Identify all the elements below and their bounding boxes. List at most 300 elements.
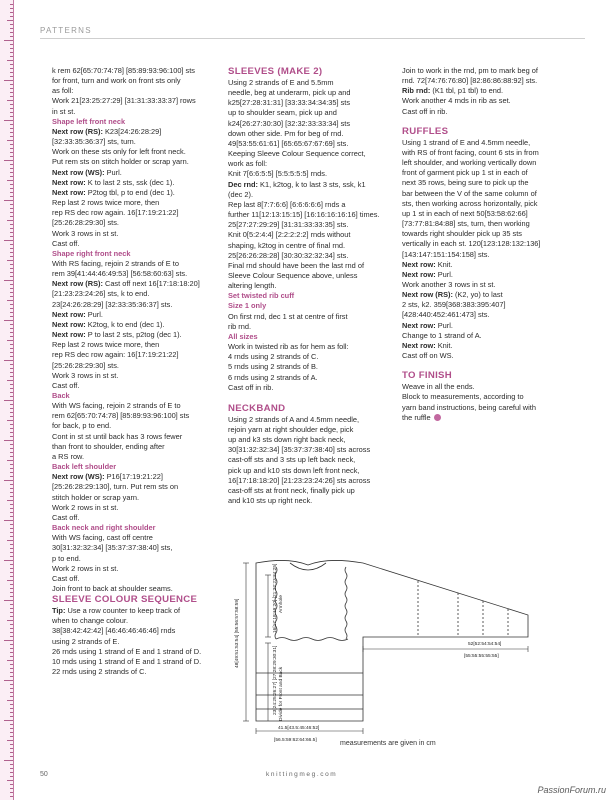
text-line: Cast off on WS. bbox=[402, 351, 454, 361]
ruler-tick bbox=[10, 536, 13, 537]
ruler-tick bbox=[10, 52, 13, 53]
ruler-tick bbox=[10, 492, 13, 493]
ruler-tick bbox=[10, 296, 13, 297]
text-line: With WS facing, rejoin 2 strands of E to bbox=[52, 401, 181, 411]
ruler-tick bbox=[10, 64, 13, 65]
column-2 bbox=[228, 66, 398, 506]
row-label: Next row: bbox=[52, 187, 86, 197]
ruler-tick bbox=[10, 476, 13, 477]
row-text: K2tog, k to end (dec 1). bbox=[85, 319, 165, 329]
width-label-2: [56.5:59:62:64:66.5] bbox=[274, 738, 317, 743]
text-line: shaping, k2tog in centre of final rnd. bbox=[228, 240, 346, 250]
ruler-tick bbox=[4, 680, 13, 681]
text-line: Work on these sts only for left front neck. bbox=[52, 147, 186, 157]
diagram-caption: measurements are given in cm bbox=[340, 740, 436, 747]
ruler-tick bbox=[10, 76, 13, 77]
row-label: Next row (WS): bbox=[52, 167, 105, 177]
ruler-tick bbox=[7, 620, 13, 621]
ruler-tick bbox=[10, 232, 13, 233]
ruler-tick bbox=[10, 464, 13, 465]
ruler-tick bbox=[10, 624, 13, 625]
text-line bbox=[402, 413, 578, 423]
text-line: altering length. bbox=[228, 281, 277, 291]
ruler-tick bbox=[10, 328, 13, 329]
ruler-tick bbox=[7, 580, 13, 581]
ruler-tick bbox=[10, 276, 13, 277]
text-line: vertically in each st. 120[123:128:132:136] bbox=[402, 239, 541, 249]
ruler-tick bbox=[10, 672, 13, 673]
text-line: Cast off. bbox=[52, 512, 80, 522]
ruler-tick bbox=[10, 224, 13, 225]
sweater-outline bbox=[256, 560, 528, 721]
text-line: 30[31:32:32:34] [35:37:37:38:40] sts, bbox=[52, 543, 173, 553]
ruler-tick bbox=[7, 140, 13, 141]
ruler-tick bbox=[10, 392, 13, 393]
ruler-tick bbox=[10, 236, 13, 237]
ruler-tick bbox=[10, 688, 13, 689]
text-line: in st st. bbox=[52, 106, 76, 116]
text-line: Put rem sts on stitch holder or scrap yarn. bbox=[52, 157, 189, 167]
ruler-tick bbox=[7, 20, 13, 21]
ruler-tick bbox=[10, 116, 13, 117]
ruler-tick bbox=[10, 24, 13, 25]
ruler-tick bbox=[4, 400, 13, 401]
text-line: 30[31:32:32:34] [35:37:37:38:40] sts across bbox=[228, 445, 371, 455]
text-line bbox=[52, 279, 222, 289]
ruler-tick bbox=[7, 220, 13, 221]
ruler-tick bbox=[7, 660, 13, 661]
ruler-tick bbox=[10, 356, 13, 357]
body-outline bbox=[256, 561, 573, 723]
ruler-tick bbox=[7, 420, 13, 421]
ruler-tick bbox=[10, 512, 13, 513]
ruler-tick bbox=[10, 632, 13, 633]
ruler-tick bbox=[7, 500, 13, 501]
text-line: 25[27:27:29:29] [31:31:33:33:35] sts. bbox=[228, 220, 349, 230]
text-line: Rep last 2 rows twice more, then bbox=[52, 198, 160, 208]
ruler-tick bbox=[4, 360, 13, 361]
ruler-tick bbox=[10, 268, 13, 269]
text-line: k rem 62[65:70:74:78] [85:89:93:96:100] sts bbox=[52, 66, 195, 75]
end-mark-icon bbox=[434, 414, 441, 421]
text-line: 16[17:18:18:20] [21:23:23:24:26] sts across bbox=[228, 475, 371, 485]
ruler-tick bbox=[10, 12, 13, 13]
ruler-tick bbox=[10, 376, 13, 377]
text-line: Cast off in rib. bbox=[228, 382, 274, 392]
ruler-tick bbox=[10, 264, 13, 265]
ruler-tick bbox=[10, 204, 13, 205]
text-line: for back, p to end. bbox=[52, 421, 112, 431]
ruler-tick bbox=[10, 508, 13, 509]
ruler-tick bbox=[4, 480, 13, 481]
row-text: K23[24:26:28:29] bbox=[102, 126, 162, 136]
text-line: Work in twisted rib as for hem as foll: bbox=[228, 342, 349, 352]
text-line: Using 1 strand of E and 4.5mm needle, bbox=[402, 137, 531, 147]
ruler-tick bbox=[10, 324, 13, 325]
text-line: with RS of front facing, count 6 sts in from bbox=[402, 147, 539, 157]
text-line: rep RS dec row again. 16[17:19:21:22] bbox=[52, 208, 179, 218]
ruler-tick bbox=[10, 396, 13, 397]
ruler-tick bbox=[10, 32, 13, 33]
ruler-tick bbox=[4, 200, 13, 201]
row-text: Knit. bbox=[435, 259, 453, 269]
subheading-twisted-rib-cuff: Set twisted rib cuff bbox=[228, 291, 295, 301]
text-line: 6 rnds using 2 strands of A. bbox=[228, 372, 318, 382]
ruler-tick bbox=[10, 28, 13, 29]
ruler-tick bbox=[7, 60, 13, 61]
text-line: Rep last 2 rows twice more, then bbox=[52, 340, 160, 350]
sleeve-length-label-2: [55:55:55:55:55] bbox=[464, 654, 499, 659]
row-label: Next row (WS): bbox=[52, 472, 105, 482]
ruler-tick bbox=[10, 736, 13, 737]
column-1 bbox=[52, 66, 222, 677]
text-line: Final rnd should have been the last rnd of bbox=[228, 260, 364, 270]
text-line: [25:26:28:29:30] sts. bbox=[52, 360, 119, 370]
ruler-tick bbox=[10, 728, 13, 729]
text-line: when to change colour. bbox=[52, 616, 129, 626]
ruffle-horizontal bbox=[276, 638, 348, 641]
ruler-tick bbox=[7, 100, 13, 101]
ruler-tick bbox=[10, 216, 13, 217]
text-line: Cast off. bbox=[52, 573, 80, 583]
heading-neckband: NECKBAND bbox=[228, 402, 286, 414]
text-line bbox=[402, 270, 578, 280]
text-line: front of garment pick up 1 st in each of bbox=[402, 168, 528, 178]
ruler-tick bbox=[10, 648, 13, 649]
garment-schematic bbox=[228, 553, 573, 748]
sleeve-length-label: 52[52:54:54:54] bbox=[468, 642, 502, 647]
ruler-tick bbox=[10, 444, 13, 445]
text-line: Cast off in rib. bbox=[402, 106, 448, 116]
ruler-tick bbox=[10, 748, 13, 749]
text-line: rem 39[41:44:46:49:53] [56:58:60:63] sts. bbox=[52, 269, 188, 279]
row-text: (K1 tbl, p1 tbl) to end. bbox=[430, 86, 504, 96]
ruler-tick bbox=[10, 84, 13, 85]
ruler-tick bbox=[10, 108, 13, 109]
text-line bbox=[402, 86, 578, 96]
heading-ruffles: RUFFLES bbox=[402, 125, 449, 137]
ruler-tick bbox=[10, 764, 13, 765]
text-line bbox=[52, 310, 222, 320]
text-line: Work 21[23:25:27:29] [31:31:33:33:37] rows bbox=[52, 96, 196, 106]
text-line: Cast off. bbox=[52, 380, 80, 390]
ruler-tick bbox=[10, 428, 13, 429]
ruler-tick bbox=[10, 448, 13, 449]
text-line bbox=[52, 178, 222, 188]
row-text: Use a row counter to keep track of bbox=[65, 606, 181, 616]
text-line: 4 rnds using 2 strands of C. bbox=[228, 352, 319, 362]
ruler-tick bbox=[10, 132, 13, 133]
text-line: further 11[12:13:15:15] [16:16:16:16:16] times. bbox=[228, 210, 380, 220]
ruler-tick bbox=[10, 436, 13, 437]
text-line: p to end. bbox=[52, 553, 81, 563]
text-line: Work another 4 rnds in rib as set. bbox=[402, 96, 511, 106]
text-line: Rep last 8[7:7:6:6] [6:6:6:6:6] rnds a bbox=[228, 199, 346, 209]
ruler-tick bbox=[10, 568, 13, 569]
text-line: [21:23:23:24:26] sts, k to end. bbox=[52, 289, 150, 299]
ruler-tick bbox=[7, 300, 13, 301]
text-line: up 1 st in each of next 50[53:58:62:66] bbox=[402, 208, 528, 218]
ruler-tick bbox=[4, 440, 13, 441]
ruler-tick bbox=[10, 784, 13, 785]
ruler-tick bbox=[10, 416, 13, 417]
heading-to-finish: TO FINISH bbox=[402, 370, 452, 382]
text-line: up to shoulder seam, pick up and bbox=[228, 108, 337, 118]
ruler-tick bbox=[10, 104, 13, 105]
text-line bbox=[52, 127, 222, 137]
text-line: [73:77:81:84:88] sts, turn, then working bbox=[402, 219, 530, 229]
ruler-tick bbox=[10, 504, 13, 505]
ruler-tick bbox=[4, 760, 13, 761]
text-line: [25:26:28:29:130], turn. Put rem sts on bbox=[52, 482, 179, 492]
ruler-tick bbox=[10, 128, 13, 129]
ruler-tick bbox=[10, 112, 13, 113]
ruler-tick bbox=[10, 596, 13, 597]
ruler-tick bbox=[10, 92, 13, 93]
ruler-tick bbox=[10, 36, 13, 37]
text-line: Work 3 rows in st st. bbox=[52, 228, 119, 238]
text-line: needle, beg at underarm, pick up and bbox=[228, 88, 351, 98]
ruler-tick bbox=[10, 516, 13, 517]
ruler-tick bbox=[10, 192, 13, 193]
ruler-tick bbox=[10, 592, 13, 593]
ruler-tick bbox=[10, 288, 13, 289]
text-line: a RS row. bbox=[52, 451, 85, 461]
row-label: Next row: bbox=[52, 330, 86, 340]
text-line: 49[53:55:61:61] [65:65:67:67:69] sts. bbox=[228, 138, 349, 148]
text-line: Join front to back at shoulder seams. bbox=[52, 583, 173, 593]
ruler-tick bbox=[10, 16, 13, 17]
row-label: Dec rnd: bbox=[228, 179, 258, 189]
ruler-tick bbox=[10, 724, 13, 725]
ruler-tick bbox=[10, 148, 13, 149]
ruler-tick bbox=[10, 796, 13, 797]
text-line: stitch holder or scrap yarn. bbox=[52, 492, 140, 502]
ruler-tick bbox=[10, 696, 13, 697]
ruler-tick bbox=[10, 756, 13, 757]
ruler-tick bbox=[10, 612, 13, 613]
ruler-tick bbox=[4, 560, 13, 561]
row-label: Next row: bbox=[52, 177, 86, 187]
text-line: Using 2 strands of E and 5.5mm bbox=[228, 78, 334, 87]
text-line bbox=[52, 330, 222, 340]
text-line: 10 rnds using 1 strand of E and 1 strand of D. bbox=[52, 656, 202, 666]
ruler-tick bbox=[10, 228, 13, 229]
ruler-tick bbox=[4, 160, 13, 161]
ruler-tick bbox=[10, 712, 13, 713]
row-text: P2tog tbl, p to end (dec 1). bbox=[85, 187, 175, 197]
ruler-tick bbox=[10, 664, 13, 665]
text-line: Work another 3 rows in st st. bbox=[402, 279, 496, 289]
ruffle-right bbox=[345, 567, 347, 639]
ruler-tick bbox=[10, 572, 13, 573]
ruler-tick bbox=[7, 460, 13, 461]
ruler-tick bbox=[4, 720, 13, 721]
row-text: K1, k2tog, k to last 3 sts, ssk, k1 bbox=[257, 179, 366, 189]
text-line: 22 rnds using 2 strands of C. bbox=[52, 667, 147, 677]
text-line bbox=[228, 180, 398, 190]
ruler-tick bbox=[10, 424, 13, 425]
text-line: 25[26:26:28:28] [30:30:32:32:34] sts. bbox=[228, 250, 349, 260]
ruler-tick bbox=[10, 196, 13, 197]
ruler-tick bbox=[10, 144, 13, 145]
row-text: Purl. bbox=[104, 167, 122, 177]
ruler-tick bbox=[10, 136, 13, 137]
footer-website: knittingmeg.com bbox=[266, 771, 338, 778]
text-line: cast-off sts and 3 sts up left back neck, bbox=[228, 455, 356, 465]
ruler-tick bbox=[10, 788, 13, 789]
height-label: 48[49:51:53:54] [55:56:57:58:59] bbox=[235, 598, 240, 668]
ruler-tick bbox=[10, 284, 13, 285]
ruler-tick bbox=[10, 676, 13, 677]
text-line: left shoulder, and working vertically down bbox=[402, 158, 537, 168]
text-line bbox=[52, 320, 222, 330]
text-line: (dec 2). bbox=[228, 189, 254, 199]
text-line: Join to work in the rnd, pm to mark beg of bbox=[402, 66, 538, 75]
ruler-tick bbox=[4, 80, 13, 81]
text-line: Knit 7[6:6:5:5] [5:5:5:5:5] rnds. bbox=[228, 169, 328, 179]
ruler-tick bbox=[10, 576, 13, 577]
ruler-tick bbox=[10, 552, 13, 553]
row-text: Knit. bbox=[435, 340, 453, 350]
ruler-tick bbox=[10, 468, 13, 469]
row-text: Purl. bbox=[85, 309, 103, 319]
text-line: With WS facing, cast off centre bbox=[52, 533, 153, 543]
subheading-back: Back bbox=[52, 391, 70, 400]
ruler-tick bbox=[10, 528, 13, 529]
text-line: rib rnd. bbox=[228, 321, 252, 331]
ruler-tick bbox=[10, 68, 13, 69]
text-line bbox=[52, 472, 222, 482]
row-label: Next row (RS): bbox=[52, 279, 103, 289]
text-line: bar between the V of the same column of bbox=[402, 188, 537, 198]
text-line bbox=[402, 321, 578, 331]
ruler-tick bbox=[7, 260, 13, 261]
ruler-tick bbox=[4, 640, 13, 641]
armhole-label: 16[17:18:19:20] [21:22:23:24:25] bbox=[273, 563, 278, 633]
ruler-tick bbox=[10, 692, 13, 693]
text-line: Weave in all the ends. bbox=[402, 382, 475, 392]
ruler-tick bbox=[10, 304, 13, 305]
ruler-tick bbox=[10, 316, 13, 317]
ruler-tick bbox=[4, 520, 13, 521]
ruler-tick bbox=[10, 352, 13, 353]
ruler-tick bbox=[10, 776, 13, 777]
text-line: Knit 0[5:2:4:4] [2:2:2:2:2] rnds without bbox=[228, 230, 351, 240]
ruler-tick bbox=[7, 540, 13, 541]
text-line: k24[26:27:30:30] [32:32:33:33:34] sts bbox=[228, 118, 351, 128]
ruler-tick bbox=[10, 44, 13, 45]
neckline bbox=[290, 563, 326, 570]
text-line bbox=[52, 606, 222, 616]
armhole-word: Armhole bbox=[279, 595, 284, 613]
ruler-tick bbox=[10, 496, 13, 497]
ruler-tick bbox=[10, 96, 13, 97]
ruler-tick bbox=[10, 644, 13, 645]
text-line: On first rnd, dec 1 st at centre of first bbox=[228, 311, 348, 321]
ruler-tick bbox=[10, 308, 13, 309]
ruler-tick bbox=[10, 176, 13, 177]
ruler-tick bbox=[10, 124, 13, 125]
text-line: 26 rnds using 1 strand of E and 1 strand of D. bbox=[52, 646, 202, 656]
column-3 bbox=[402, 66, 578, 423]
text-line bbox=[52, 168, 222, 178]
ruler-tick bbox=[4, 320, 13, 321]
text-line: as foll: bbox=[52, 86, 74, 96]
ruler-tick bbox=[10, 256, 13, 257]
ruler-tick bbox=[10, 344, 13, 345]
ruler-tick bbox=[10, 332, 13, 333]
watermark-text: PassionForum.ru bbox=[537, 785, 606, 795]
ruler-tick bbox=[10, 188, 13, 189]
text-line: Cast off. bbox=[52, 238, 80, 248]
heading-sleeve-colour-sequence: SLEEVE COLOUR SEQUENCE bbox=[52, 594, 198, 606]
text-line: [428:440:452:461:473] sts. bbox=[402, 310, 490, 320]
section-label: PATTERNS bbox=[40, 26, 92, 35]
text-line: rejoin yarn at right shoulder edge, pick bbox=[228, 425, 354, 434]
text-line: [143:147:151:154:158] sts. bbox=[402, 249, 490, 259]
ruler-tick bbox=[4, 280, 13, 281]
text-line: yarn band instructions, being careful with bbox=[402, 402, 536, 412]
ruler-tick bbox=[10, 532, 13, 533]
text-line: [32:33:35:36:37] sts, turn. bbox=[52, 137, 136, 147]
ruler-tick bbox=[10, 556, 13, 557]
ruler-tick bbox=[10, 292, 13, 293]
divide-label: 23[24:25:26:27] [27:28:29:30:31] bbox=[273, 645, 278, 715]
ruler-tick bbox=[10, 72, 13, 73]
row-label: Next row: bbox=[52, 319, 86, 329]
subheading-back-neck-right-shoulder: Back neck and right shoulder bbox=[52, 523, 156, 533]
ruler-tick bbox=[10, 544, 13, 545]
ruler-tick bbox=[10, 668, 13, 669]
row-text: the ruffle bbox=[402, 412, 431, 422]
ruler-tick bbox=[7, 180, 13, 181]
text-line: [25:26:28:29:30] sts. bbox=[52, 218, 119, 228]
text-line: pick up and k10 sts down left front neck, bbox=[228, 465, 360, 475]
row-label: Rib rnd: bbox=[402, 86, 431, 96]
ruler-tick bbox=[10, 752, 13, 753]
ruler-tick bbox=[10, 432, 13, 433]
ruler-tick bbox=[7, 780, 13, 781]
ruler-tick bbox=[10, 608, 13, 609]
row-text: Purl. bbox=[435, 269, 453, 279]
text-line: 2 sts, k2. 359[368:383:395:407] bbox=[402, 300, 506, 310]
ruler-tick bbox=[10, 604, 13, 605]
ruler-tick bbox=[10, 484, 13, 485]
ruler-tick bbox=[10, 408, 13, 409]
ruler-tick bbox=[10, 404, 13, 405]
ruler-tick bbox=[10, 252, 13, 253]
row-text: K to last 2 sts, ssk (dec 1). bbox=[85, 177, 175, 187]
row-text: (K2, yo) to last bbox=[452, 290, 503, 300]
subheading-shape-right-front-neck: Shape right front neck bbox=[52, 248, 131, 258]
text-line: Work 3 rows in st st. bbox=[52, 370, 119, 380]
text-line: Cont in st st until back has 3 rows fewer bbox=[52, 431, 183, 441]
subheading-size-1: Size 1 only bbox=[228, 301, 267, 311]
ruler-tick bbox=[10, 56, 13, 57]
ruler-tick bbox=[7, 700, 13, 701]
ruler-tick bbox=[10, 772, 13, 773]
text-line: for front, turn and work on front sts only bbox=[52, 76, 181, 86]
ruler-tick bbox=[10, 348, 13, 349]
row-label: Next row (RS): bbox=[402, 290, 453, 300]
ruler-tick bbox=[10, 716, 13, 717]
row-label: Next row (RS): bbox=[52, 126, 103, 136]
ruler-tick bbox=[4, 40, 13, 41]
text-line: Work 2 rows in st st. bbox=[52, 563, 119, 573]
text-line: sts, then working across horizontally, pick bbox=[402, 198, 538, 208]
ruler-tick bbox=[4, 240, 13, 241]
